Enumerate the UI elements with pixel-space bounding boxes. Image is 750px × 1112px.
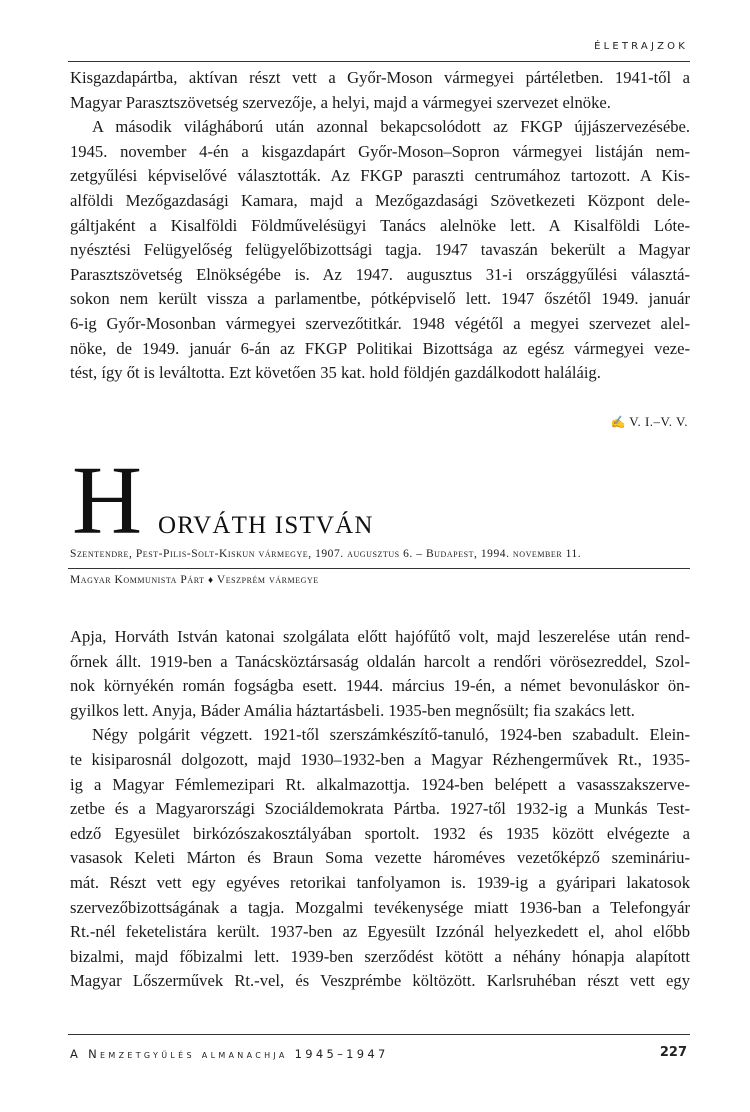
header-rule xyxy=(68,61,690,62)
text-line: te kisiparosnál dolgozott, majd 1930–1932-ben a Magyar Rézhengerművek Rt., 1935- xyxy=(70,749,690,769)
text-line: A második világháború után azonnal bekapcsolódott az FKGP újjászervezésébe. xyxy=(92,117,690,137)
text-line: 1945. november 4-én a kisgazdapárt Győr-Moson–Sopron vármegyei listáján nem- xyxy=(70,141,690,161)
paragraph xyxy=(70,115,690,386)
text-line: Kisgazdapártba, aktívan részt vett a Győr-Moson vármegyei pártéletben. 1941-től a xyxy=(70,68,690,87)
party-name: Magyar Kommunista Párt xyxy=(70,574,205,586)
text-line: gáltjaként a Kisalföldi Földművelésügyi Tanács alelnöke lett. A Kisalföldi Lóte- xyxy=(70,215,690,235)
paragraph xyxy=(70,625,690,723)
text-line: zetbe és a Magyarországi Szociáldemokrata Pártba. 1927-től 1932-ig a Munkás Test- xyxy=(70,799,690,819)
text-line: Magyar Lőszerművek Rt.-vel, és Veszprémbe költözött. Karlsruhéban részt vett egy xyxy=(70,971,690,991)
text-line: Magyar Parasztszövetség szervezője, a helyi, majd a vármegyei szervezet elnöke. xyxy=(70,92,611,112)
pen-writing-icon: ✍ xyxy=(610,415,627,429)
birth-death-line: Szentendre, Pest-Pilis-Solt-Kiskun vármegye, 1907. augusztus 6. – Budapest, 1994. november 11. xyxy=(70,548,582,560)
constituency: Veszprém vármegye xyxy=(216,574,319,586)
text-line: Négy polgárit végzett. 1921-től szerszámkészítő-tanuló, 1924-ben szabadult. Elein- xyxy=(92,725,690,745)
text-line: nyésztési Felügyelőség felügyelőbizottsági tagja. 1947 tavaszán bekerült a Magyar xyxy=(70,240,690,260)
previous-entry-text xyxy=(70,66,690,386)
book-title: A Nemzetgyűlés almanachja 1945–1947 xyxy=(70,1047,389,1061)
text-line: zetgyűlési képviselővé választották. Az FKGP paraszti centrumához tartozott. A Kis- xyxy=(70,166,690,186)
running-head: ÉLETRAJZOK xyxy=(594,41,688,52)
diamond-separator-icon: ♦ xyxy=(208,575,214,586)
text-line: 6-ig Győr-Mosonban vármegyei szervezőtitkár. 1948 végétől a megyei szervezet alel- xyxy=(70,313,690,333)
text-line: sokon nem került vissza a parlamentbe, pótképviselő lett. 1947 őszétől 1949. január xyxy=(70,289,690,309)
entry-rule xyxy=(68,568,690,569)
text-line: tést, így őt is leváltotta. Ezt követően 35 kat. hold földjén gazdálkodott haláláig. xyxy=(70,363,601,383)
text-line: bizalmi, majd főbizalmi lett. 1939-ben szerződést kötött a néhány hónapja alapított xyxy=(70,946,690,966)
text-line: edző Egyesület birkózószakosztályában sportolt. 1932 és 1935 között elvégezte a xyxy=(70,823,690,843)
text-line: vasasok Keleti Márton és Braun Soma vezette hároméves vezetőképző szemináriu- xyxy=(70,848,690,868)
footer-rule xyxy=(68,1034,690,1035)
text-line: mát. Részt vett egy egyéves retorikai tanfolyamon is. 1939-ig a gyáripari lakatosok xyxy=(70,872,690,892)
text-line: alföldi Mezőgazdasági Kamara, majd a Mezőgazdasági Szövetkezeti Központ dele- xyxy=(70,190,690,210)
text-line: nok környékén román fogságba esett. 1944. március 19-én, a német bevonuláskor ön- xyxy=(70,676,690,696)
author-signature xyxy=(611,414,688,430)
text-line: nöke, de 1949. január 6-án az FKGP Politikai Bizottsága az egész vármegyei veze- xyxy=(70,338,690,358)
text-line: szervezőbizottságának a tagja. Mozgalmi tevékenysége miatt 1936-ban a Telefongyár xyxy=(70,897,690,917)
paragraph xyxy=(70,66,690,115)
entry-name: ORVÁTH ISTVÁN xyxy=(158,512,374,539)
entry-text xyxy=(70,625,690,994)
text-line: Parasztszövetség Elnökségébe is. Az 1947. augusztus 31-i országgyűlési választá- xyxy=(70,264,690,284)
party-constituency-line xyxy=(70,574,319,586)
text-line: Rt.-nél feketelistára került. 1937-ben az Egyesült Izzónál helyezkedett el, ahol előbb xyxy=(70,922,690,942)
dropcap-letter: H xyxy=(72,447,141,554)
text-line: őrnek állt. 1919-ben a Tanácsköztársaság oldalán harcolt a rendőri vörösezreddel, Szol- xyxy=(70,651,690,671)
text-line: ig a Magyar Fémlemezipari Rt. alkalmazottja. 1924-ben belépett a vasasszakszerve- xyxy=(70,774,690,794)
signature-authors: V. I.–V. V. xyxy=(629,414,688,429)
text-line: gyilkos lett. Anyja, Báder Amália háztartásbeli. 1935-ben megnősült; fia szakács lett. xyxy=(70,700,635,720)
paragraph xyxy=(70,723,690,994)
page-number: 227 xyxy=(659,1045,687,1060)
text-line: Apja, Horváth István katonai szolgálata előtt hajófűtő volt, majd leszerelése után rend- xyxy=(70,627,690,646)
